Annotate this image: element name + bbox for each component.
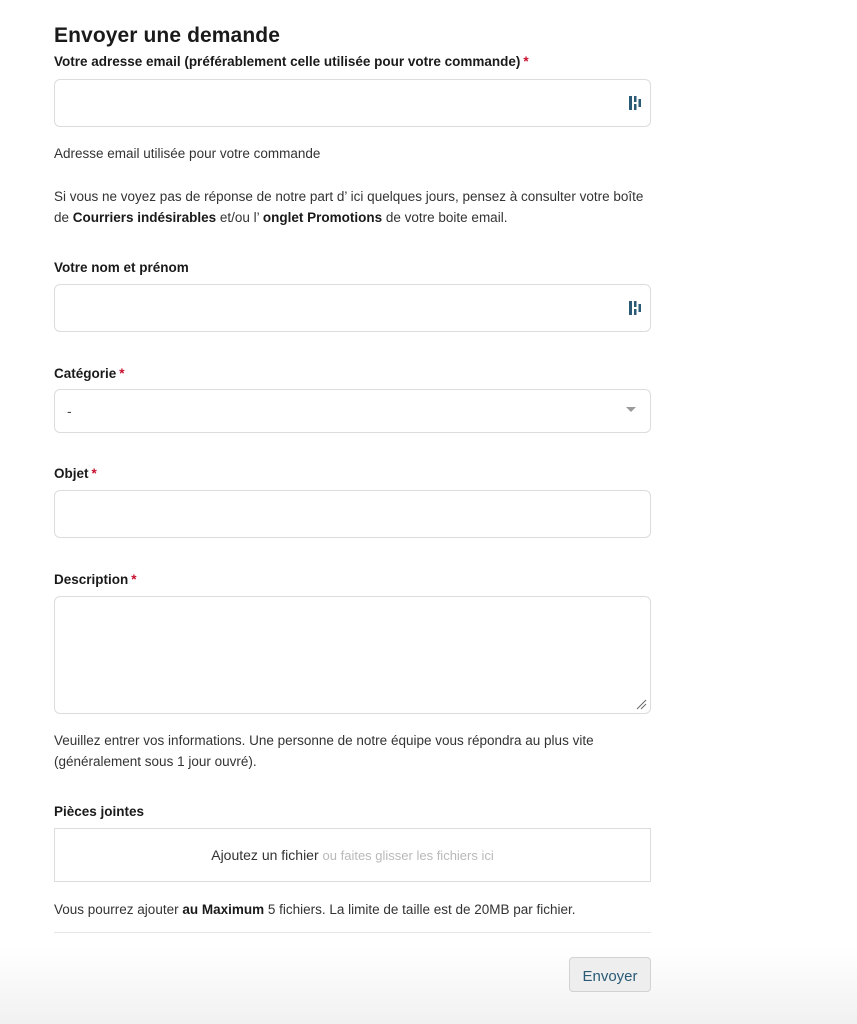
description-help: Veuillez entrer vos informations. Une personne de notre équipe vous répondra au plus vite (généralement sous 1 jour ouvré). [54, 733, 594, 769]
subject-input[interactable] [55, 491, 650, 537]
limit-bold: au Maximum [182, 902, 265, 917]
required-mark: * [91, 466, 97, 481]
category-label-text: Catégorie [54, 366, 117, 381]
divider [54, 932, 651, 933]
name-input[interactable] [55, 285, 650, 331]
email-field[interactable] [54, 79, 651, 127]
password-manager-icon[interactable] [628, 94, 642, 112]
spam-notice [54, 186, 654, 228]
name-field[interactable] [54, 284, 651, 332]
resize-handle-icon[interactable] [635, 698, 647, 710]
notice-bold-1: Courriers indésirables [72, 210, 217, 225]
required-mark: * [523, 54, 529, 69]
submit-button[interactable]: Envoyer [569, 957, 651, 992]
notice-text-1: Si vous ne voyez pas de réponse de notre part d’ ici quelques jours, pensez à consulter votre boîte de [54, 189, 644, 225]
password-manager-icon[interactable] [628, 299, 642, 317]
name-label: Votre nom et prénom [54, 260, 189, 275]
category-selected-value: - [67, 403, 72, 419]
chevron-down-icon[interactable] [626, 407, 636, 412]
notice-text-2: et/ou l’ [216, 210, 263, 225]
description-textarea[interactable] [54, 596, 651, 714]
subject-label-text: Objet [54, 466, 89, 481]
email-input[interactable] [55, 80, 650, 126]
notice-bold-2: onglet Promotions [262, 210, 383, 225]
category-label [54, 366, 125, 381]
description-label [54, 572, 137, 587]
subject-label [54, 466, 97, 481]
drop-hint: ou faites glisser les fichiers ici [322, 848, 494, 863]
file-dropzone[interactable] [54, 828, 651, 882]
add-file-link[interactable]: Ajoutez un fichier [211, 847, 319, 863]
category-select[interactable] [54, 389, 651, 433]
attachments-label: Pièces jointes [54, 804, 145, 819]
attachments-limit [54, 899, 654, 920]
required-mark: * [131, 572, 137, 587]
limit-text-1: Vous pourrez ajouter [54, 902, 183, 917]
subject-field[interactable] [54, 490, 651, 538]
limit-text-2: 5 fichiers. La limite de taille est de 20MB par fichier. [264, 902, 576, 917]
email-help: Adresse email utilisée pour votre commande [54, 146, 321, 161]
description-label-text: Description [54, 572, 129, 587]
email-label-text: Votre adresse email (préférablement celle utilisée pour votre commande) [54, 54, 521, 69]
required-mark: * [119, 366, 125, 381]
page-title: Envoyer une demande [54, 24, 280, 47]
email-label [54, 54, 529, 69]
notice-text-3: de votre boite email. [382, 210, 508, 225]
